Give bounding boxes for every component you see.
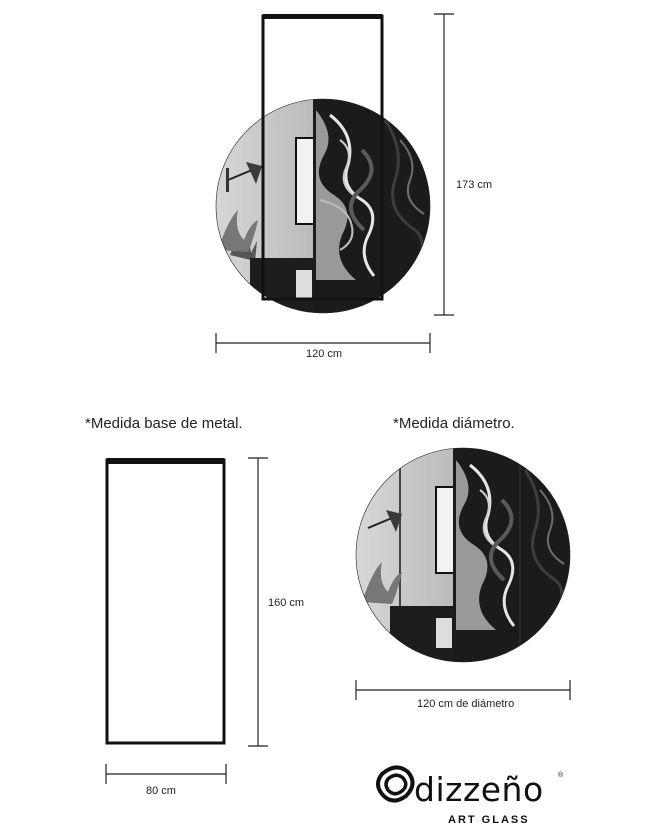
product-full-illustration — [205, 5, 445, 325]
brand-mark-icon — [374, 764, 416, 806]
registered-mark: ® — [558, 772, 564, 779]
brand-name: dizzeño — [414, 770, 544, 809]
metal-base-caption: *Medida base de metal. — [85, 415, 243, 432]
base-height-label: 160 cm — [268, 597, 305, 609]
base-width-label: 80 cm — [146, 785, 176, 797]
diameter-caption: *Medida diámetro. — [393, 415, 515, 432]
glass-circle-illustration — [352, 445, 574, 667]
top-width-label: 120 cm — [306, 348, 343, 360]
diameter-label: 120 cm de diámetro — [417, 698, 515, 710]
metal-base-frame — [100, 455, 232, 750]
top-height-dimension-line — [432, 12, 456, 317]
top-height-label: 173 cm — [456, 179, 493, 191]
glass-circle-view — [352, 445, 574, 667]
brand-tagline: ART GLASS — [448, 814, 530, 826]
base-height-dimension-line — [246, 456, 270, 748]
brand-logo — [372, 764, 572, 830]
base-width-dimension-line — [104, 762, 228, 786]
product-full-view — [205, 5, 445, 325]
